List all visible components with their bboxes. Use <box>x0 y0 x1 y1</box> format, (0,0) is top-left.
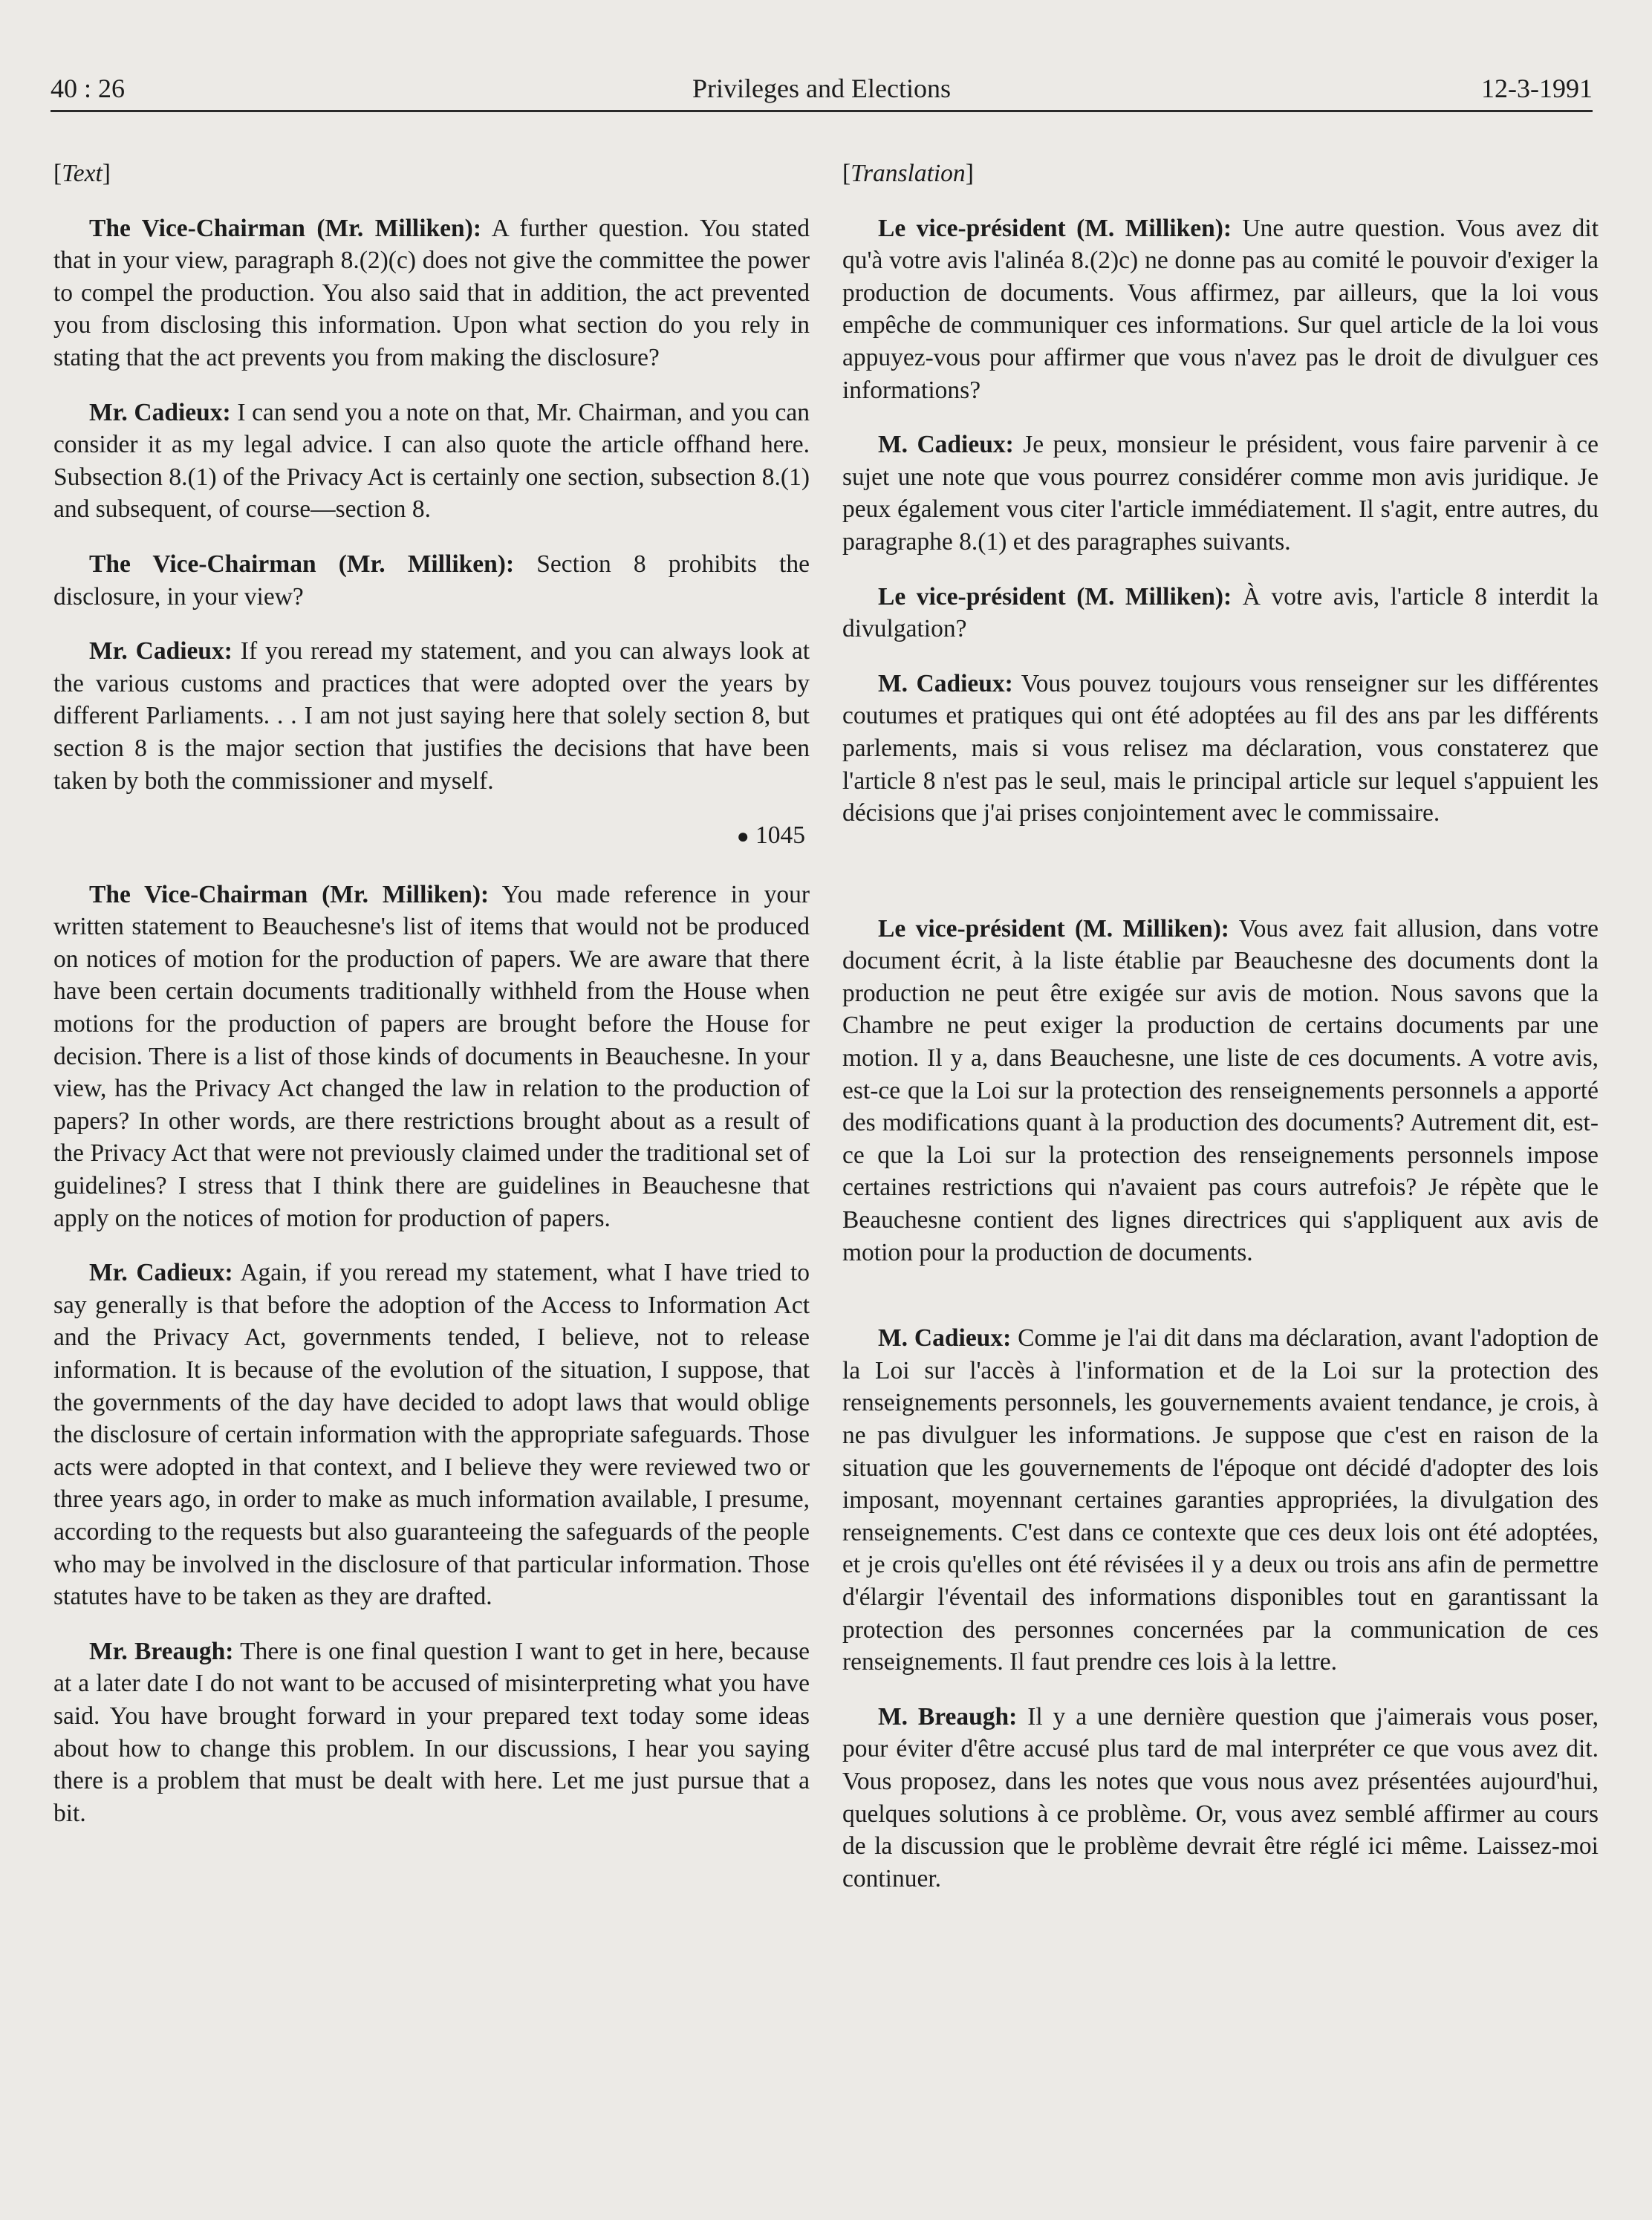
bullet-icon: ● <box>736 825 749 849</box>
speaker-name: Le vice-président (M. Milliken): <box>878 582 1232 611</box>
speaker-name: The Vice-Chairman (Mr. Milliken): <box>89 214 481 242</box>
speech-text: Section 8 prohibits the disclosure, in your view? <box>53 550 810 611</box>
column-label-text: Translation <box>851 160 966 187</box>
speech-text: Again, if you reread my statement, what I have tried to say generally is that before the adoption of the Access to Information Act and the Privacy Act, governments tended, I believe, not to release information. It is because of the evolution of the situation, I suppose, that the governments of the day have decided to adopt laws that would oblige the disclosure of certain information with the appropriate safeguards. Those acts were adopted in that context, and I believe they were reviewed two or three years ago, in order to make as much information available, I presume, according to the requests but also guaranteeing the safeguards of the people who may be involved in the disclosure of that particular information. Those statutes have to be taken as they are drafted. <box>53 1259 810 1611</box>
speaker-name: Mr. Cadieux: <box>89 637 232 665</box>
column-label: [Translation] <box>842 160 974 187</box>
column-label-text: Text <box>62 160 103 187</box>
speaker-name: M. Cadieux: <box>878 1324 1012 1352</box>
speaker-name: M. Breaugh: <box>878 1702 1018 1731</box>
speech-paragraph <box>842 1322 1599 1679</box>
speech-paragraph <box>53 635 810 797</box>
speech-paragraph <box>53 1257 810 1613</box>
speaker-name: Le vice-président (M. Milliken): <box>878 214 1232 242</box>
speech-text: Je peux, monsieur le président, vous faire parvenir à ce sujet une note que vous pourrez considérer comme mon avis juridique. Je peux également vous citer l'article immédiatement. Il s'agit, entre autres, du paragraphe 8.(1) et des paragraphes suivants. <box>842 431 1599 556</box>
speech-paragraph <box>842 668 1599 830</box>
english-column <box>53 157 810 1852</box>
speech-text: Une autre question. Vous avez dit qu'à votre avis l'alinéa 8.(2)c) ne donne pas au comité le pouvoir d'exiger la production de documents. Vous affirmez, par ailleurs, que la loi vous empêche de communiquer ces informations. Sur quel article de la loi vous appuyez-vous pour affirmer que vous n'avez pas le droit de divulguer ces informations? <box>842 214 1599 404</box>
speech-paragraph <box>53 548 810 613</box>
speaker-name: Le vice-président (M. Milliken): <box>878 914 1229 943</box>
speech-paragraph <box>842 1701 1599 1895</box>
speech-paragraph <box>53 879 810 1235</box>
speaker-name: The Vice-Chairman (Mr. Milliken): <box>89 550 515 578</box>
speech-text: If you reread my statement, and you can always look at the various customs and practices that were adopted over the years by different Parliaments. . . I am not just saying here that solely section 8, but section 8 is the major section that justifies the decisions that have been taken by both the commissioner and myself. <box>53 637 810 795</box>
speech-paragraph <box>53 212 810 374</box>
speaker-name: Mr. Cadieux: <box>89 1259 233 1287</box>
time-marker-text: 1045 <box>755 821 805 850</box>
speech-text: A further question. You stated that in your view, paragraph 8.(2)(c) does not give the committee the power to compel the production. You also said that in addition, the act prevented you from disclosing this information. Upon what section do you rely in stating that the act prevents you from making the disclosure? <box>53 214 810 371</box>
page-number: 40 : 26 <box>51 74 126 103</box>
speech-text: I can send you a note on that, Mr. Chairman, and you can consider it as my legal advice. I can also quote the article offhand here. Subsection 8.(1) of the Privacy Act is certainly one section, subsection 8.(1) and subsequent, of course—section 8. <box>53 398 810 524</box>
speaker-name: M. Cadieux: <box>878 431 1014 459</box>
speech-text: Vous avez fait allusion, dans votre document écrit, à la liste établie par Beauchesne des documents dont la production ne peut être exigée sur avis de motion. Nous savons que la Chambre ne peut exiger la production de certains documents par une motion. Il y a, dans Beauchesne, une liste de ces documents. A votre avis, est-ce que la Loi sur la protection des renseignements personnels a apporté des modifications quant à la production des documents? Autrement dit, est-ce que la Loi sur la protection des renseignements personnels impose certaines restrictions qui n'avaient pas cours autrefois? Je répète que le Beauchesne contient des lignes directrices qui s'appliquent aux avis de motion pour la production de documents. <box>842 914 1599 1266</box>
speech-paragraph <box>53 1635 810 1830</box>
speaker-name: The Vice-Chairman (Mr. Milliken): <box>89 880 490 908</box>
speech-paragraph <box>842 212 1599 407</box>
speech-text: Il y a une dernière question que j'aimerais vous poser, pour éviter d'être accusé plus tard de mal interpréter ce que vous avez dit. Vous proposez, dans les notes que vous nous avez présentées aujourd'hui, quelques solutions à ce problème. Or, vous avez semblé affirmer au cours de la discussion que le problème devrait être réglé ici même. Laissez-moi continuer. <box>842 1702 1599 1892</box>
speech-text: À votre avis, l'article 8 interdit la divulgation? <box>842 582 1599 643</box>
speech-text: There is one final question I want to get in here, because at a later date I do not want to be accused of misinterpreting what you have said. You have brought forward in your prepared text today some ideas about how to change this problem. In our discussions, I hear you saying there is a problem that must be dealt with here. Let me just pursue that a bit. <box>53 1637 810 1827</box>
speech-paragraph <box>842 913 1599 1269</box>
speech-paragraph <box>842 429 1599 558</box>
speaker-name: M. Cadieux: <box>878 669 1013 697</box>
running-title: Privileges and Elections <box>692 74 951 103</box>
page-header <box>51 68 1593 112</box>
french-column <box>842 157 1599 1917</box>
speech-text: You made reference in your written statement to Beauchesne's list of items that would not be produced on notices of motion for the production of papers. We are aware that there have been certain documents traditionally withheld from the House when motions for the production of papers are brought before the House for decision. There is a list of those kinds of documents in Beauchesne. In your view, has the Privacy Act changed the law in relation to the production of papers? In other words, are there restrictions brought about as a result of the Privacy Act that were not previously claimed under the traditional set of guidelines? I stress that I think there are guidelines in Beauchesne that apply on the notices of motion for production of papers. <box>53 880 810 1232</box>
time-marker <box>53 819 810 853</box>
speech-paragraph <box>53 397 810 526</box>
page-date: 12-3-1991 <box>1481 74 1593 103</box>
speaker-name: Mr. Breaugh: <box>89 1637 234 1665</box>
speech-text: Comme je l'ai dit dans ma déclaration, avant l'adoption de la Loi sur l'accès à l'information et de la Loi sur la protection des renseignements personnels, les gouvernements avaient tendance, je crois, à ne pas divulguer les informations. Je suppose que c'est en raison de la situation que les gouvernements de l'époque ont décidé d'adopter des lois imposant, moyennant certaines garanties appropriées, la divulgation des renseignements. C'est dans ce contexte que ces deux lois ont été adoptées, et je crois qu'elles ont été révisées il y a deux ou trois ans afin de permettre d'élargir l'éventail des informations disponibles tout en garantissant la protection des personnes concernées par la communication de ces renseignements. Il faut prendre ces lois à la lettre. <box>842 1324 1599 1676</box>
speech-paragraph <box>842 581 1599 645</box>
speech-text: Vous pouvez toujours vous renseigner sur les différentes coutumes et pratiques qui ont été adoptées au fil des ans par les différents parlements, mais si vous relisez ma déclaration, vous constaterez que l'article 8 n'est pas le seul, mais le principal article sur lequel s'appuient les décisions que j'ai prises conjointement avec le commissaire. <box>842 669 1599 827</box>
column-label: [Text] <box>53 160 111 187</box>
speaker-name: Mr. Cadieux: <box>89 398 231 426</box>
